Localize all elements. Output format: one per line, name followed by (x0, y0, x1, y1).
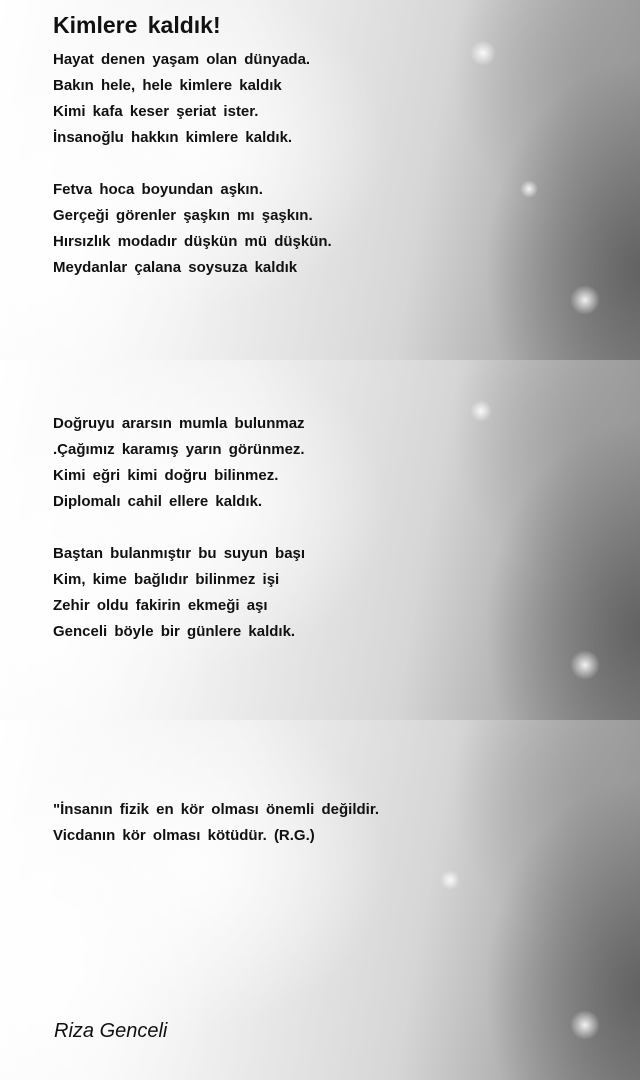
poem-panel-3 (0, 720, 640, 1080)
stanza (53, 47, 620, 151)
poem-line: Doğruyu ararsın mumla bulunmaz (53, 415, 305, 432)
poem-line: Hayat denen yaşam olan dünyada. (53, 51, 311, 68)
panel-content (53, 797, 620, 849)
poem-line: Fetva hoca boyundan aşkın. (53, 181, 263, 198)
poem-line: Genceli böyle bir günlere kaldık. (53, 623, 296, 640)
poem-line: Hırsızlık modadır düşkün mü düşkün. (53, 233, 332, 250)
stanza (53, 541, 620, 645)
poem-line: Baştan bulanmıştır bu suyun başı (53, 545, 306, 562)
panel-content (53, 0, 620, 281)
quote-line: Vicdanın kör olması kötüdür. (R.G.) (53, 827, 315, 844)
quote-line: "İnsanın fizik en kör olması önemli değildir. (53, 801, 380, 818)
stanza (53, 411, 620, 515)
poem-line: Bakın hele, hele kimlere kaldık (53, 77, 282, 94)
bokeh-light (570, 1010, 600, 1040)
author-signature: Riza Genceli (54, 1020, 168, 1042)
poem-line: Meydanlar çalana soysuza kaldık (53, 259, 298, 276)
poem-line: Zehir oldu fakirin ekmeği aşı (53, 597, 268, 614)
poem-line: Diplomalı cahil ellere kaldık. (53, 493, 263, 510)
poem-line: İnsanoğlu hakkın kimlere kaldık. (53, 129, 293, 146)
poem-panel-1 (0, 0, 640, 360)
poem-line: Gerçeği görenler şaşkın mı şaşkın. (53, 207, 313, 224)
poem-line: Kimi eğri kimi doğru bilinmez. (53, 467, 279, 484)
bokeh-light (440, 870, 460, 890)
stanza (53, 177, 620, 281)
quote (53, 797, 620, 849)
bokeh-light (570, 650, 600, 680)
poem-line: .Çağımız karamış yarın görünmez. (53, 441, 305, 458)
bokeh-light (570, 285, 600, 315)
poem-title: Kimlere kaldık! (53, 12, 221, 38)
poem-line: Kim, kime bağlıdır bilinmez işi (53, 571, 280, 588)
panel-content (53, 411, 620, 645)
poem-panel-2 (0, 360, 640, 720)
poem-line: Kimi kafa keser şeriat ister. (53, 103, 259, 120)
